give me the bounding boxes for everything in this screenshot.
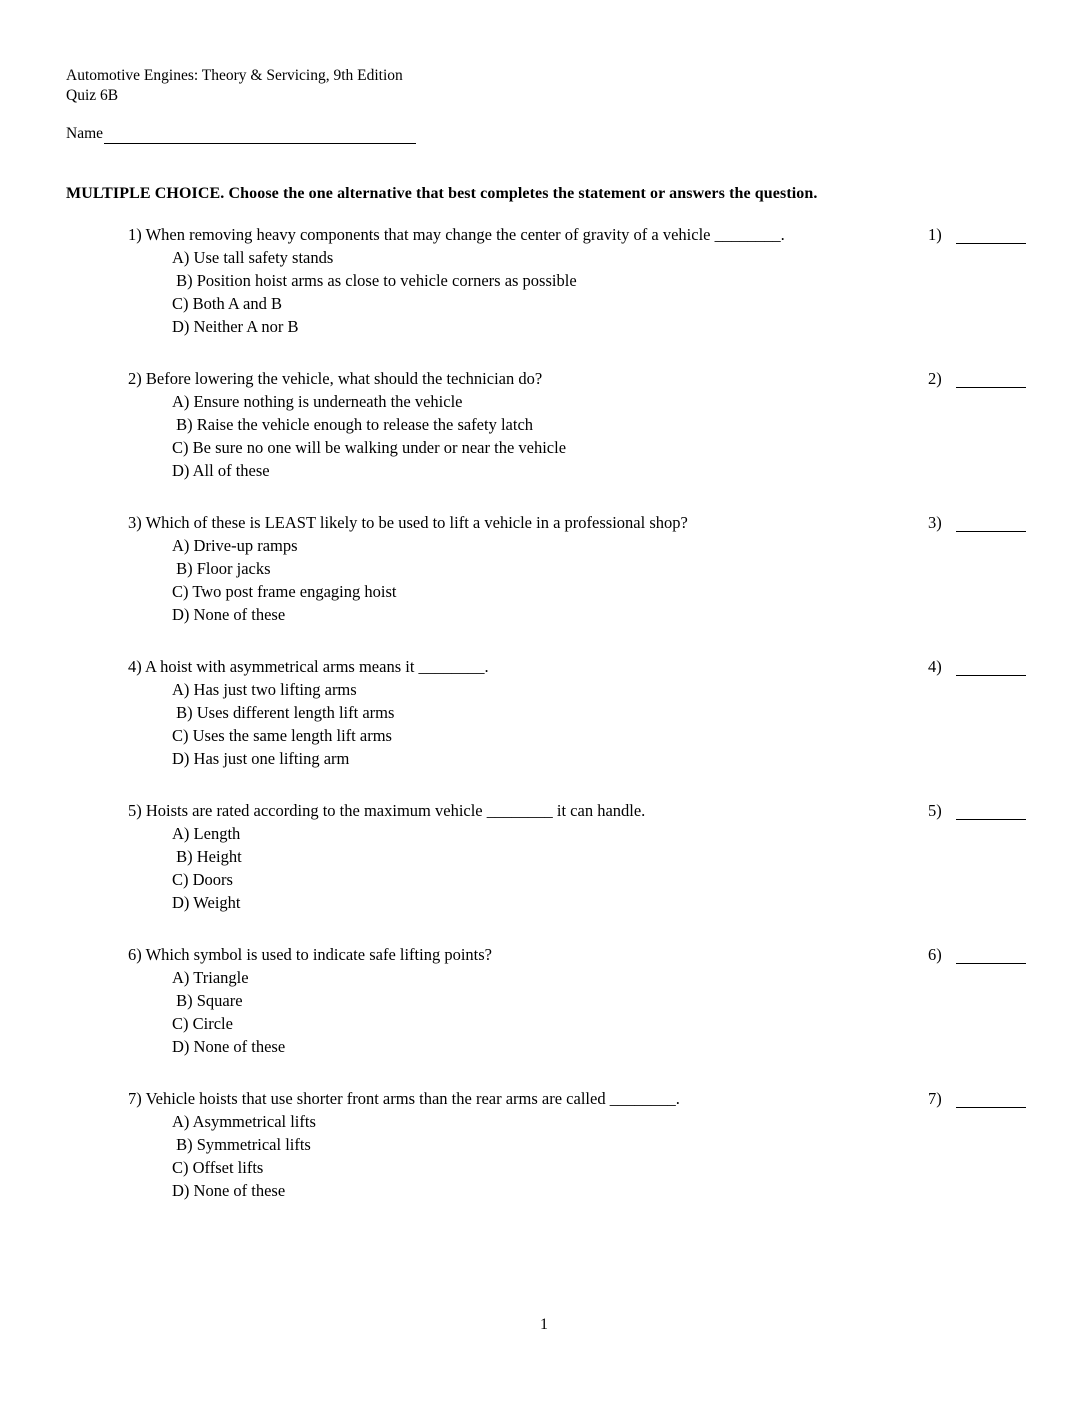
answer-option: D) None of these	[172, 1181, 286, 1200]
question-item	[0, 512, 1088, 656]
name-field[interactable]	[66, 124, 416, 144]
answer-blank[interactable]	[956, 387, 1026, 388]
question-item	[0, 944, 1088, 1088]
answer-option: B) Position hoist arms as close to vehicle corners as possible	[172, 271, 577, 290]
answer-blank[interactable]	[956, 243, 1026, 244]
question-item	[0, 368, 1088, 512]
question-text: 7) Vehicle hoists that use shorter front arms than the rear arms are called ________.	[128, 1089, 680, 1108]
answer-option: B) Raise the vehicle enough to release the safety latch	[172, 415, 534, 434]
answer-option: A) Length	[172, 824, 241, 843]
answer-number: 2)	[928, 369, 942, 388]
answer-option: A) Asymmetrical lifts	[172, 1112, 316, 1131]
answer-blank[interactable]	[956, 531, 1026, 532]
answer-option: D) Has just one lifting arm	[172, 749, 350, 768]
question-list	[0, 224, 1088, 1232]
question-text: 4) A hoist with asymmetrical arms means it ________.	[128, 657, 489, 676]
answer-option: A) Ensure nothing is underneath the vehicle	[172, 392, 463, 411]
answer-number: 7)	[928, 1089, 942, 1108]
question-text: 3) Which of these is LEAST likely to be used to lift a vehicle in a professional shop?	[128, 513, 688, 532]
answer-number: 4)	[928, 657, 942, 676]
answer-blank[interactable]	[956, 1107, 1026, 1108]
answer-option: D) None of these	[172, 1037, 286, 1056]
answer-option: A) Triangle	[172, 968, 249, 987]
page-number: 1	[540, 1316, 548, 1333]
answer-blank[interactable]	[956, 819, 1026, 820]
question-item	[0, 656, 1088, 800]
answer-option: C) Two post frame engaging hoist	[172, 582, 397, 601]
name-blank-line[interactable]	[104, 126, 416, 144]
question-item	[0, 224, 1088, 368]
question-item	[0, 800, 1088, 944]
answer-option: D) Neither A nor B	[172, 317, 299, 336]
answer-blank[interactable]	[956, 963, 1026, 964]
answer-option: A) Use tall safety stands	[172, 248, 334, 267]
answer-option: D) All of these	[172, 461, 270, 480]
question-text: 5) Hoists are rated according to the maximum vehicle ________ it can handle.	[128, 801, 646, 820]
answer-option: B) Square	[172, 991, 243, 1010]
answer-number: 5)	[928, 801, 942, 820]
answer-option: B) Height	[172, 847, 242, 866]
answer-option: C) Both A and B	[172, 294, 283, 313]
answer-option: B) Uses different length lift arms	[172, 703, 395, 722]
question-text: 6) Which symbol is used to indicate safe lifting points?	[128, 945, 493, 964]
question-item	[0, 1088, 1088, 1232]
answer-option: C) Doors	[172, 870, 233, 889]
answer-option: C) Offset lifts	[172, 1158, 264, 1177]
answer-number: 3)	[928, 513, 942, 532]
section-instructions: MULTIPLE CHOICE. Choose the one alternative that best completes the statement or answers the question.	[66, 185, 818, 202]
answer-blank[interactable]	[956, 675, 1026, 676]
answer-option: D) None of these	[172, 605, 286, 624]
answer-option: D) Weight	[172, 893, 241, 912]
answer-option: C) Circle	[172, 1014, 233, 1033]
answer-number: 1)	[928, 225, 942, 244]
answer-option: B) Symmetrical lifts	[172, 1135, 311, 1154]
question-text: 2) Before lowering the vehicle, what should the technician do?	[128, 369, 543, 388]
quiz-label: Quiz 6B	[66, 87, 119, 104]
answer-number: 6)	[928, 945, 942, 964]
answer-option: A) Drive-up ramps	[172, 536, 298, 555]
answer-option: A) Has just two lifting arms	[172, 680, 357, 699]
answer-option: C) Be sure no one will be walking under or near the vehicle	[172, 438, 567, 457]
name-label: Name	[66, 125, 104, 142]
answer-option: C) Uses the same length lift arms	[172, 726, 392, 745]
document-title: Automotive Engines: Theory & Servicing, 9th Edition	[66, 67, 403, 84]
question-text: 1) When removing heavy components that may change the center of gravity of a vehicle ________.	[128, 225, 785, 244]
answer-option: B) Floor jacks	[172, 559, 271, 578]
